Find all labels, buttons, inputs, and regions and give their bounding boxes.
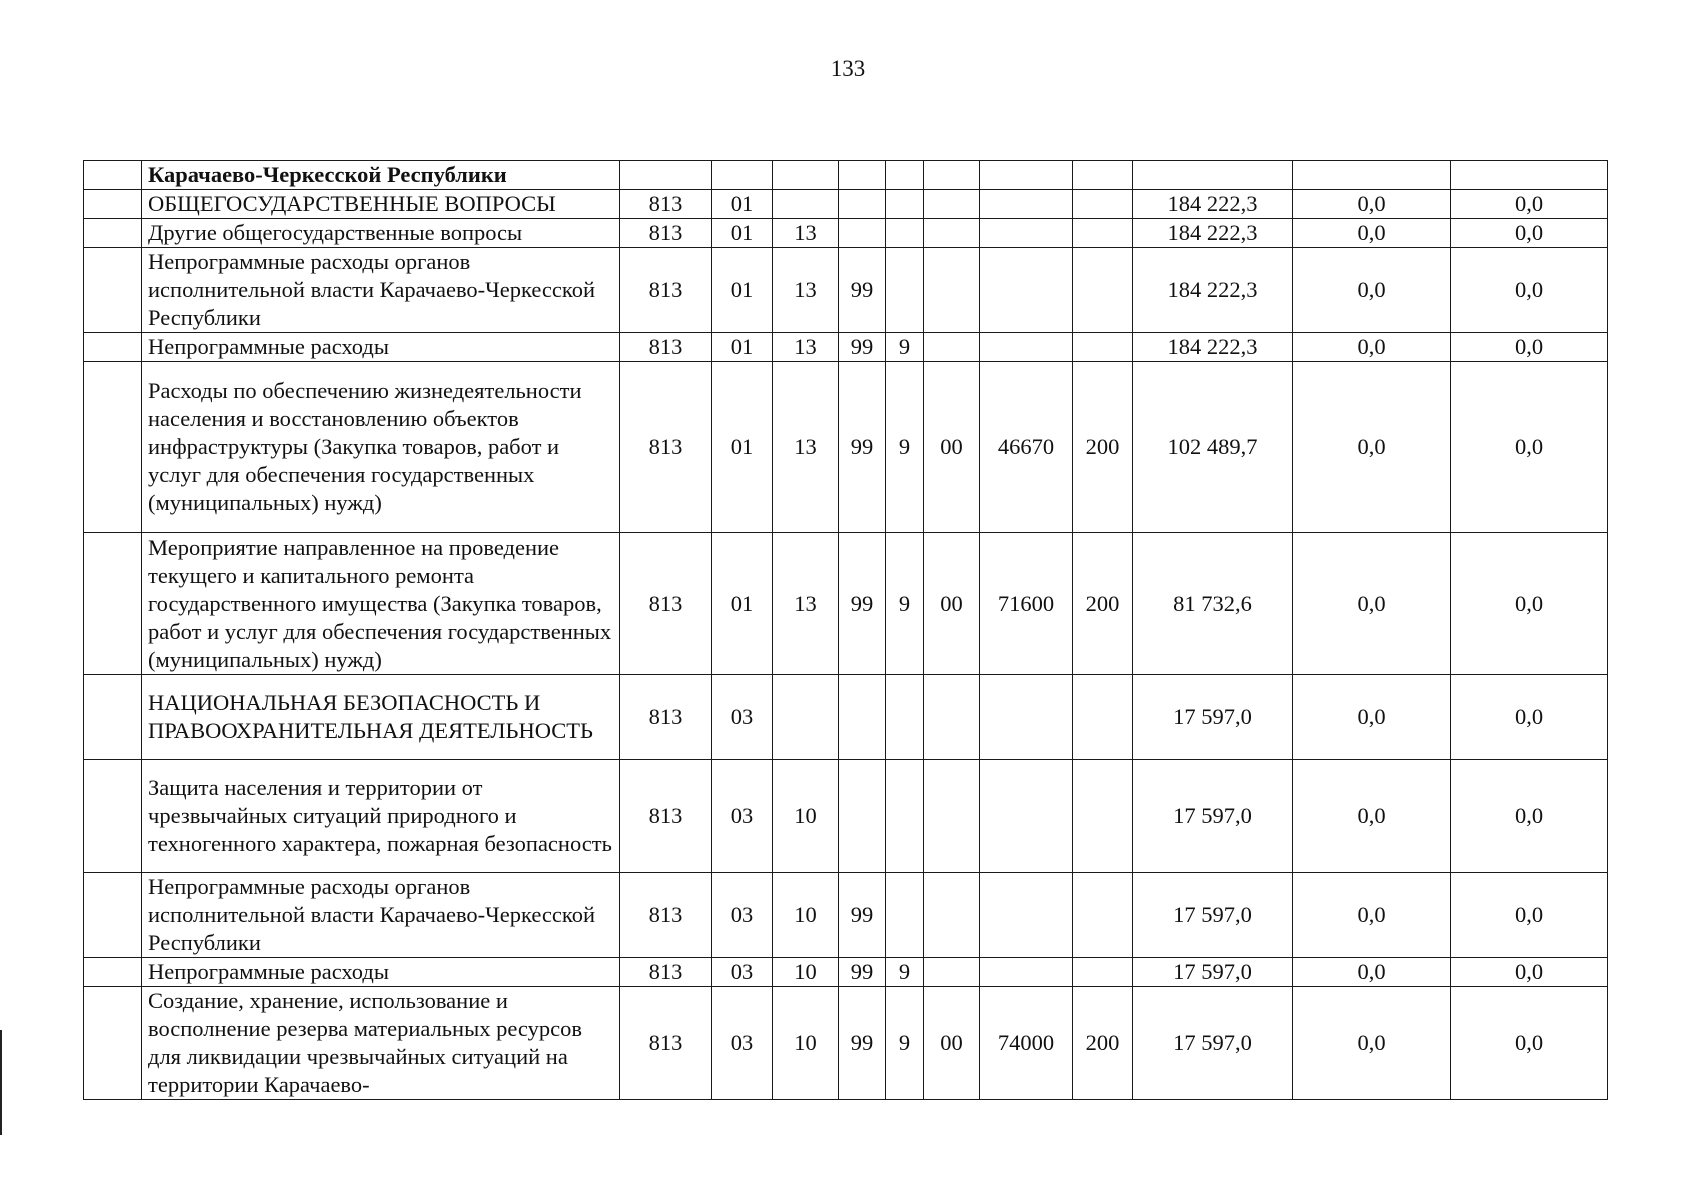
code-cell-c3: 10 [773,958,839,987]
code-cell-c6 [924,219,980,248]
row-index-cell [84,362,142,533]
code-cell-c1: 813 [620,675,712,760]
code-cell-c5 [886,190,924,219]
code-cell-c5: 9 [886,362,924,533]
row-name-cell: Непрограммные расходы [142,333,620,362]
row-index-cell [84,760,142,873]
code-cell-c4: 99 [839,362,886,533]
code-cell-c8 [1073,248,1133,333]
row-name-cell: Непрограммные расходы органов исполнительной власти Карачаево-Черкесской Республики [142,873,620,958]
amount-cell-v3: 0,0 [1451,248,1608,333]
code-cell-c2: 01 [712,533,773,675]
code-cell-c6: 00 [924,987,980,1100]
code-cell-c1: 813 [620,248,712,333]
code-cell-c4 [839,190,886,219]
row-index-cell [84,190,142,219]
code-cell-c1: 813 [620,987,712,1100]
code-cell-c3: 13 [773,362,839,533]
amount-cell-v1: 17 597,0 [1133,760,1293,873]
amount-cell-v3: 0,0 [1451,533,1608,675]
table-row [84,333,1608,362]
row-index-cell [84,987,142,1100]
row-index-cell [84,873,142,958]
table-row [84,362,1608,533]
code-cell-c6 [924,958,980,987]
amount-cell-v2: 0,0 [1293,958,1451,987]
code-cell-c7 [980,873,1073,958]
code-cell-c1: 813 [620,190,712,219]
table-row [84,190,1608,219]
code-cell-c5 [886,219,924,248]
row-name-cell: НАЦИОНАЛЬНАЯ БЕЗОПАСНОСТЬ И ПРАВООХРАНИТЕЛЬНАЯ ДЕЯТЕЛЬНОСТЬ [142,675,620,760]
code-cell-c3: 13 [773,333,839,362]
code-cell-c2: 01 [712,333,773,362]
code-cell-c2 [712,161,773,190]
code-cell-c1: 813 [620,533,712,675]
code-cell-c7 [980,958,1073,987]
row-name-cell: Защита населения и территории от чрезвычайных ситуаций природного и техногенного характера, пожарная безопасность [142,760,620,873]
amount-cell-v2: 0,0 [1293,362,1451,533]
code-cell-c6 [924,873,980,958]
code-cell-c3: 13 [773,219,839,248]
table-row [84,161,1608,190]
amount-cell-v1: 184 222,3 [1133,190,1293,219]
code-cell-c8: 200 [1073,362,1133,533]
code-cell-c1: 813 [620,760,712,873]
amount-cell-v3: 0,0 [1451,190,1608,219]
amount-cell-v2: 0,0 [1293,248,1451,333]
row-name-cell: Карачаево-Черкесской Республики [142,161,620,190]
row-index-cell [84,219,142,248]
row-name-cell: Непрограммные расходы [142,958,620,987]
amount-cell-v2: 0,0 [1293,675,1451,760]
code-cell-c5 [886,248,924,333]
code-cell-c7 [980,219,1073,248]
amount-cell-v1: 81 732,6 [1133,533,1293,675]
amount-cell-v3: 0,0 [1451,333,1608,362]
amount-cell-v1: 184 222,3 [1133,248,1293,333]
amount-cell-v1: 17 597,0 [1133,675,1293,760]
code-cell-c1: 813 [620,958,712,987]
code-cell-c2: 01 [712,219,773,248]
code-cell-c4: 99 [839,987,886,1100]
amount-cell-v3: 0,0 [1451,760,1608,873]
code-cell-c6 [924,760,980,873]
amount-cell-v3 [1451,161,1608,190]
table-row [84,760,1608,873]
code-cell-c5: 9 [886,533,924,675]
code-cell-c3: 13 [773,533,839,675]
code-cell-c7 [980,190,1073,219]
code-cell-c8 [1073,219,1133,248]
amount-cell-v2: 0,0 [1293,533,1451,675]
code-cell-c3 [773,190,839,219]
code-cell-c5: 9 [886,987,924,1100]
row-name-cell: Непрограммные расходы органов исполнительной власти Карачаево-Черкесской Республики [142,248,620,333]
code-cell-c8 [1073,190,1133,219]
code-cell-c4: 99 [839,333,886,362]
row-name-cell: ОБЩЕГОСУДАРСТВЕННЫЕ ВОПРОСЫ [142,190,620,219]
code-cell-c3: 10 [773,987,839,1100]
code-cell-c4 [839,675,886,760]
code-cell-c2: 03 [712,987,773,1100]
code-cell-c5 [886,873,924,958]
code-cell-c5 [886,760,924,873]
amount-cell-v1: 17 597,0 [1133,987,1293,1100]
amount-cell-v2: 0,0 [1293,760,1451,873]
row-index-cell [84,675,142,760]
row-index-cell [84,958,142,987]
amount-cell-v3: 0,0 [1451,362,1608,533]
code-cell-c4 [839,760,886,873]
code-cell-c8 [1073,161,1133,190]
amount-cell-v3: 0,0 [1451,987,1608,1100]
amount-cell-v1: 184 222,3 [1133,333,1293,362]
code-cell-c4: 99 [839,873,886,958]
amount-cell-v3: 0,0 [1451,675,1608,760]
row-index-cell [84,333,142,362]
code-cell-c7 [980,161,1073,190]
code-cell-c1: 813 [620,333,712,362]
table-row [84,987,1608,1100]
row-index-cell [84,161,142,190]
code-cell-c6 [924,161,980,190]
amount-cell-v1: 17 597,0 [1133,873,1293,958]
table-row [84,533,1608,675]
code-cell-c8 [1073,675,1133,760]
code-cell-c8 [1073,958,1133,987]
code-cell-c6 [924,190,980,219]
code-cell-c6 [924,248,980,333]
code-cell-c4: 99 [839,958,886,987]
amount-cell-v1 [1133,161,1293,190]
row-index-cell [84,533,142,675]
code-cell-c7: 74000 [980,987,1073,1100]
code-cell-c5: 9 [886,958,924,987]
code-cell-c5 [886,675,924,760]
amount-cell-v1: 17 597,0 [1133,958,1293,987]
code-cell-c3 [773,161,839,190]
code-cell-c3: 13 [773,248,839,333]
amount-cell-v2: 0,0 [1293,190,1451,219]
margin-mark [0,1030,2,1135]
code-cell-c6 [924,333,980,362]
table-row [84,219,1608,248]
code-cell-c4 [839,161,886,190]
row-name-cell: Расходы по обеспечению жизнедеятельности населения и восстановлению объектов инфраструктуры (Закупка товаров, работ и услуг для обеспечения государственных (муниципальных) нужд) [142,362,620,533]
code-cell-c7 [980,675,1073,760]
amount-cell-v1: 184 222,3 [1133,219,1293,248]
code-cell-c2: 01 [712,362,773,533]
code-cell-c8: 200 [1073,533,1133,675]
code-cell-c5: 9 [886,333,924,362]
row-name-cell: Другие общегосударственные вопросы [142,219,620,248]
code-cell-c1: 813 [620,219,712,248]
code-cell-c7 [980,333,1073,362]
code-cell-c7: 46670 [980,362,1073,533]
amount-cell-v2: 0,0 [1293,333,1451,362]
code-cell-c8 [1073,873,1133,958]
code-cell-c2: 01 [712,190,773,219]
table-row [84,248,1608,333]
code-cell-c3: 10 [773,873,839,958]
code-cell-c2: 03 [712,675,773,760]
budget-table [83,160,1608,1100]
code-cell-c4 [839,219,886,248]
amount-cell-v1: 102 489,7 [1133,362,1293,533]
code-cell-c2: 03 [712,873,773,958]
code-cell-c7 [980,248,1073,333]
code-cell-c7: 71600 [980,533,1073,675]
code-cell-c8: 200 [1073,987,1133,1100]
code-cell-c6: 00 [924,533,980,675]
amount-cell-v2: 0,0 [1293,873,1451,958]
row-name-cell: Мероприятие направленное на проведение текущего и капитального ремонта государственного имущества (Закупка товаров, работ и услуг для обеспечения государственных (муниципальных) нужд) [142,533,620,675]
code-cell-c1: 813 [620,362,712,533]
amount-cell-v3: 0,0 [1451,958,1608,987]
code-cell-c2: 03 [712,958,773,987]
table-row [84,675,1608,760]
code-cell-c3: 10 [773,760,839,873]
code-cell-c1 [620,161,712,190]
amount-cell-v2 [1293,161,1451,190]
table-row [84,958,1608,987]
page-number: 133 [830,56,866,81]
row-index-cell [84,248,142,333]
code-cell-c6 [924,675,980,760]
row-name-cell: Создание, хранение, использование и восполнение резерва материальных ресурсов для ликвидации чрезвычайных ситуаций на территории Карачаево- [142,987,620,1100]
code-cell-c1: 813 [620,873,712,958]
code-cell-c4: 99 [839,248,886,333]
amount-cell-v2: 0,0 [1293,987,1451,1100]
code-cell-c7 [980,760,1073,873]
table-row [84,873,1608,958]
code-cell-c8 [1073,760,1133,873]
code-cell-c5 [886,161,924,190]
code-cell-c2: 03 [712,760,773,873]
code-cell-c8 [1073,333,1133,362]
amount-cell-v3: 0,0 [1451,873,1608,958]
code-cell-c3 [773,675,839,760]
code-cell-c6: 00 [924,362,980,533]
amount-cell-v2: 0,0 [1293,219,1451,248]
code-cell-c2: 01 [712,248,773,333]
code-cell-c4: 99 [839,533,886,675]
amount-cell-v3: 0,0 [1451,219,1608,248]
